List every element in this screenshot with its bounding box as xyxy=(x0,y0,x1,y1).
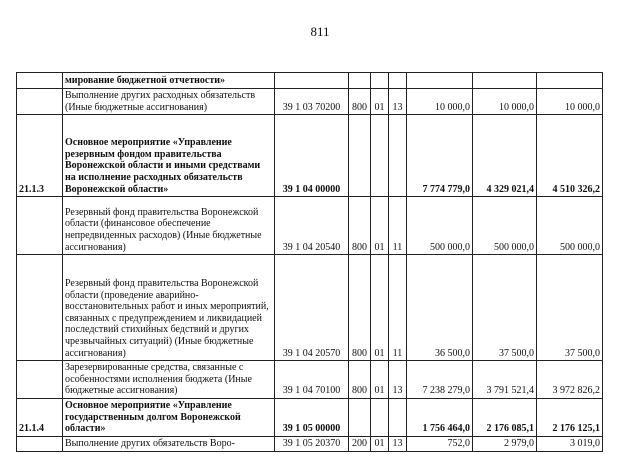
row-section xyxy=(371,398,389,436)
table-row xyxy=(17,398,603,436)
row-name: Резервный фонд правительства Воронежской области (проведение аварийно-восстановительных работ и иных мероприятий, связанных с предупреждением и ликвидацией последствий стихийных бедствий и других чрезвычайных ситуаций) (Иные бюджетные ассигнования) xyxy=(63,255,275,361)
row-number xyxy=(17,89,63,115)
table-row xyxy=(17,73,603,89)
row-section xyxy=(371,73,389,89)
row-name: Выполнение других расходных обязательств (Иные бюджетные ассигнования) xyxy=(63,89,275,115)
row-value-year3: 500 000,0 xyxy=(537,197,603,255)
row-expense-type xyxy=(349,115,371,197)
row-value-year3: 4 510 326,2 xyxy=(537,115,603,197)
table-row xyxy=(17,361,603,399)
row-value-year1: 36 500,0 xyxy=(407,255,473,361)
row-value-year3: 37 500,0 xyxy=(537,255,603,361)
row-value-year2: 37 500,0 xyxy=(473,255,537,361)
row-expense-type: 800 xyxy=(349,361,371,399)
row-value-year2: 10 000,0 xyxy=(473,89,537,115)
row-value-year2 xyxy=(473,73,537,89)
page-number: 811 xyxy=(310,24,330,39)
row-number: 21.1.3 xyxy=(17,115,63,197)
row-subsection: 11 xyxy=(389,197,407,255)
row-value-year3 xyxy=(537,73,603,89)
row-value-year2: 500 000,0 xyxy=(473,197,537,255)
row-subsection xyxy=(389,398,407,436)
row-section xyxy=(371,115,389,197)
table-row xyxy=(17,89,603,115)
table-row xyxy=(17,197,603,255)
row-value-year2: 4 329 021,4 xyxy=(473,115,537,197)
row-value-year3: 3 019,0 xyxy=(537,436,603,451)
row-value-year1: 752,0 xyxy=(407,436,473,451)
row-number xyxy=(17,73,63,89)
row-value-year2: 2 176 085,1 xyxy=(473,398,537,436)
row-name: Основное мероприятие «Управление резервным фондом правительства Воронежской области и иными средствами на исполнение расходных обязательств Воронежской области» xyxy=(63,115,275,197)
row-name: Выполнение других обязательств Воро- xyxy=(63,436,275,451)
row-expense-type: 800 xyxy=(349,197,371,255)
budget-table xyxy=(16,72,603,452)
row-expense-type xyxy=(349,73,371,89)
row-number xyxy=(17,361,63,399)
row-subsection: 13 xyxy=(389,436,407,451)
row-subsection xyxy=(389,73,407,89)
row-section: 01 xyxy=(371,436,389,451)
row-target-code: 39 1 04 20540 xyxy=(275,197,349,255)
row-number xyxy=(17,197,63,255)
row-value-year3: 2 176 125,1 xyxy=(537,398,603,436)
row-name: Резервный фонд правительства Воронежской области (финансовое обеспечение непредвиденных расходов) (Иные бюджетные ассигнования) xyxy=(63,197,275,255)
row-number: 21.1.4 xyxy=(17,398,63,436)
row-value-year2: 2 979,0 xyxy=(473,436,537,451)
row-subsection xyxy=(389,115,407,197)
row-value-year1: 1 756 464,0 xyxy=(407,398,473,436)
row-target-code: 39 1 03 70200 xyxy=(275,89,349,115)
row-target-code: 39 1 05 20370 xyxy=(275,436,349,451)
row-subsection: 11 xyxy=(389,255,407,361)
row-section: 01 xyxy=(371,255,389,361)
row-section: 01 xyxy=(371,197,389,255)
row-expense-type: 800 xyxy=(349,89,371,115)
row-value-year1 xyxy=(407,73,473,89)
table-row xyxy=(17,436,603,451)
row-target-code xyxy=(275,73,349,89)
row-section: 01 xyxy=(371,361,389,399)
row-target-code: 39 1 04 70100 xyxy=(275,361,349,399)
row-name: Зарезервированные средства, связанные с особенностями исполнения бюджета (Иные бюджетные ассигнования) xyxy=(63,361,275,399)
row-subsection: 13 xyxy=(389,89,407,115)
row-target-code: 39 1 04 20570 xyxy=(275,255,349,361)
row-target-code: 39 1 05 00000 xyxy=(275,398,349,436)
row-expense-type: 200 xyxy=(349,436,371,451)
row-subsection: 13 xyxy=(389,361,407,399)
row-value-year3: 10 000,0 xyxy=(537,89,603,115)
row-value-year1: 10 000,0 xyxy=(407,89,473,115)
row-value-year1: 7 774 779,0 xyxy=(407,115,473,197)
row-target-code: 39 1 04 00000 xyxy=(275,115,349,197)
row-expense-type xyxy=(349,398,371,436)
table-row xyxy=(17,255,603,361)
row-value-year1: 7 238 279,0 xyxy=(407,361,473,399)
row-expense-type: 800 xyxy=(349,255,371,361)
row-name: мирование бюджетной отчетности» xyxy=(63,73,275,89)
row-number xyxy=(17,436,63,451)
row-section: 01 xyxy=(371,89,389,115)
row-name: Основное мероприятие «Управление государственным долгом Воронежской области» xyxy=(63,398,275,436)
row-value-year2: 3 791 521,4 xyxy=(473,361,537,399)
row-value-year1: 500 000,0 xyxy=(407,197,473,255)
row-number xyxy=(17,255,63,361)
row-value-year3: 3 972 826,2 xyxy=(537,361,603,399)
table-row xyxy=(17,115,603,197)
